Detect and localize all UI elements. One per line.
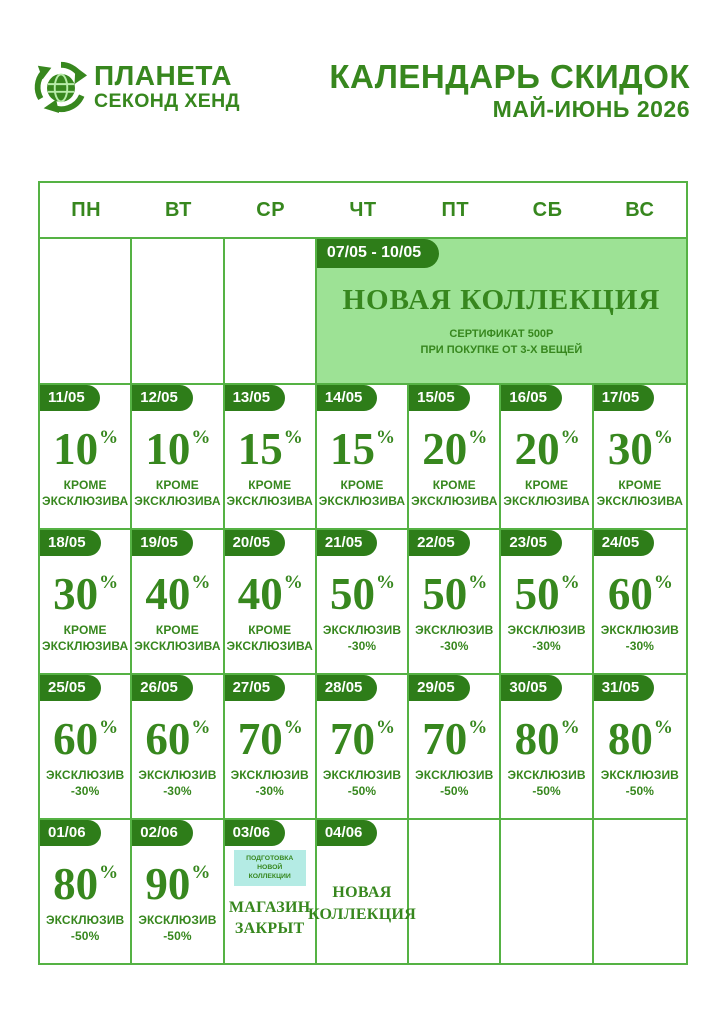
empty-cell (132, 237, 224, 383)
date-badge: 27/05 (225, 675, 286, 701)
discount-note: КРОМЕ ЭКСКЛЮЗИВА (226, 478, 313, 508)
date-badge: 29/05 (409, 675, 470, 701)
logo (34, 60, 240, 114)
discount-percent: 40% (145, 569, 211, 620)
day-header-sat: СБ (532, 198, 563, 221)
date-badge: 22/05 (409, 530, 470, 556)
discount-note: КРОМЕ ЭКСКЛЮЗИВА (411, 478, 498, 508)
discount-note: ЭКСКЛЮЗИВ -50% (507, 768, 586, 798)
discount-note: ЭКСКЛЮЗИВ -50% (322, 768, 402, 798)
preparation-tag (234, 850, 306, 886)
calendar-cell (317, 673, 409, 818)
calendar-cell (225, 383, 317, 528)
calendar-cell (594, 528, 686, 673)
day-header-sun: ВС (625, 198, 655, 221)
date-badge: 20/05 (225, 530, 286, 556)
date-badge: 24/05 (594, 530, 655, 556)
date-badge: 15/05 (409, 385, 470, 411)
discount-note: КРОМЕ ЭКСКЛЮЗИВА (596, 478, 684, 508)
date-badge: 26/05 (132, 675, 193, 701)
discount-note: КРОМЕ ЭКСКЛЮЗИВА (41, 623, 129, 653)
date-badge: 31/05 (594, 675, 655, 701)
day-header-mon: ПН (71, 198, 102, 221)
date-badge: 21/05 (317, 530, 378, 556)
discount-percent: 60% (145, 714, 211, 765)
empty-cell (409, 818, 501, 963)
discount-percent: 50% (422, 569, 488, 620)
calendar-cell (40, 383, 132, 528)
discount-percent: 70% (237, 714, 303, 765)
calendar-cell (132, 528, 224, 673)
discount-percent: 30% (53, 569, 119, 620)
page-title-block (329, 58, 690, 122)
discount-percent: 70% (329, 714, 395, 765)
promo-cell (317, 237, 686, 383)
discount-percent: 60% (53, 714, 119, 765)
date-badge: 23/05 (501, 530, 562, 556)
calendar-cell (501, 528, 593, 673)
preparation-tag-line2: НОВОЙ КОЛЛЕКЦИИ (248, 864, 291, 881)
date-badge: 04/06 (317, 820, 378, 846)
discount-note: ЭКСКЛЮЗИВ -50% (600, 768, 679, 798)
date-badge: 11/05 (40, 385, 100, 411)
date-range-badge: 07/05 - 10/05 (317, 239, 439, 268)
date-badge: 18/05 (40, 530, 101, 556)
date-badge: 03/06 (225, 820, 286, 846)
calendar-cell (132, 383, 224, 528)
day-header-wed: СР (256, 198, 286, 221)
promo-title: НОВАЯ КОЛЛЕКЦИЯ (342, 283, 661, 316)
calendar-cell (594, 383, 686, 528)
logo-subtitle: СЕКОНД ХЕНД (94, 90, 240, 113)
discount-note: КРОМЕ ЭКСКЛЮЗИВА (134, 478, 221, 508)
discount-note: КРОМЕ ЭКСКЛЮЗИВА (226, 623, 313, 653)
page-title: КАЛЕНДАРЬ СКИДОК (329, 58, 690, 95)
date-badge: 28/05 (317, 675, 378, 701)
date-badge: 14/05 (317, 385, 378, 411)
logo-title: ПЛАНЕТА (94, 60, 232, 92)
preparation-tag-line1: ПОДГОТОВКА (246, 855, 294, 862)
discount-note: КРОМЕ ЭКСКЛЮЗИВА (318, 478, 406, 508)
discount-note: КРОМЕ ЭКСКЛЮЗИВА (134, 623, 221, 653)
calendar-cell (132, 818, 224, 963)
discount-note: ЭКСКЛЮЗИВ -30% (322, 623, 402, 653)
date-badge: 02/06 (132, 820, 193, 846)
empty-cell (501, 818, 593, 963)
date-badge: 25/05 (40, 675, 101, 701)
calendar-cell (225, 673, 317, 818)
new-collection-cell (307, 818, 417, 963)
discount-percent: 50% (329, 569, 395, 620)
discount-note: ЭКСКЛЮЗИВ -50% (415, 768, 494, 798)
discount-percent: 15% (237, 424, 303, 475)
day-header-tue: ВТ (164, 198, 192, 221)
calendar-cell (317, 528, 409, 673)
empty-cell (40, 237, 132, 383)
recycle-globe-icon (34, 60, 88, 114)
day-header-fri: ПТ (441, 198, 470, 221)
promo-note (421, 327, 583, 359)
day-header-thu: ЧТ (349, 198, 377, 221)
date-badge: 30/05 (501, 675, 562, 701)
discount-note: ЭКСКЛЮЗИВ -30% (600, 623, 679, 653)
date-badge: 19/05 (132, 530, 193, 556)
discount-percent: 60% (607, 569, 673, 620)
empty-cell (594, 818, 686, 963)
date-badge: 01/06 (40, 820, 101, 846)
date-badge: 17/05 (594, 385, 655, 411)
page-subtitle: МАЙ-ИЮНЬ 2026 (492, 95, 690, 122)
calendar-cell (409, 528, 501, 673)
discount-percent: 10% (53, 424, 119, 475)
discount-percent: 15% (329, 424, 395, 475)
calendar-cell (594, 673, 686, 818)
discount-percent: 10% (145, 424, 211, 475)
calendar-cell (40, 673, 132, 818)
discount-percent: 40% (237, 569, 303, 620)
calendar-cell (501, 673, 593, 818)
discount-calendar (38, 181, 688, 965)
discount-note: ЭКСКЛЮЗИВ -50% (46, 913, 125, 943)
discount-percent: 80% (607, 714, 673, 765)
date-badge: 12/05 (132, 385, 193, 411)
store-closed-label: МАГАЗИН ЗАКРЫТ (228, 898, 311, 938)
discount-note: КРОМЕ ЭКСКЛЮЗИВА (41, 478, 129, 508)
discount-percent: 30% (607, 424, 673, 475)
calendar-cell (501, 383, 593, 528)
discount-note: ЭКСКЛЮЗИВ -30% (46, 768, 125, 798)
discount-note: ЭКСКЛЮЗИВ -30% (507, 623, 586, 653)
discount-percent: 50% (514, 569, 580, 620)
new-collection-label: НОВАЯ КОЛЛЕКЦИЯ (307, 883, 417, 923)
discount-note: ЭКСКЛЮЗИВ -50% (138, 913, 217, 943)
discount-percent: 70% (422, 714, 488, 765)
calendar-cell (40, 528, 132, 673)
calendar-cell (132, 673, 224, 818)
discount-percent: 20% (422, 424, 488, 475)
calendar-cell (409, 673, 501, 818)
promo-note-line2: ПРИ ПОКУПКЕ ОТ 3-Х ВЕЩЕЙ (420, 343, 583, 356)
promo-note-line1: СЕРТИФИКАТ 500Р (449, 327, 554, 340)
discount-percent: 80% (53, 859, 119, 910)
empty-cell (225, 237, 317, 383)
date-badge: 16/05 (501, 385, 562, 411)
date-badge: 13/05 (225, 385, 286, 411)
discount-percent: 80% (514, 714, 580, 765)
calendar-cell (225, 528, 317, 673)
discount-percent: 20% (514, 424, 580, 475)
discount-note: ЭКСКЛЮЗИВ -30% (415, 623, 494, 653)
calendar-cell (409, 383, 501, 528)
discount-note: КРОМЕ ЭКСКЛЮЗИВА (503, 478, 590, 508)
store-closed-cell (225, 818, 317, 963)
calendar-cell (317, 383, 409, 528)
discount-note: ЭКСКЛЮЗИВ -30% (230, 768, 309, 798)
discount-note: ЭКСКЛЮЗИВ -30% (138, 768, 217, 798)
calendar-cell (40, 818, 132, 963)
discount-percent: 90% (145, 859, 211, 910)
